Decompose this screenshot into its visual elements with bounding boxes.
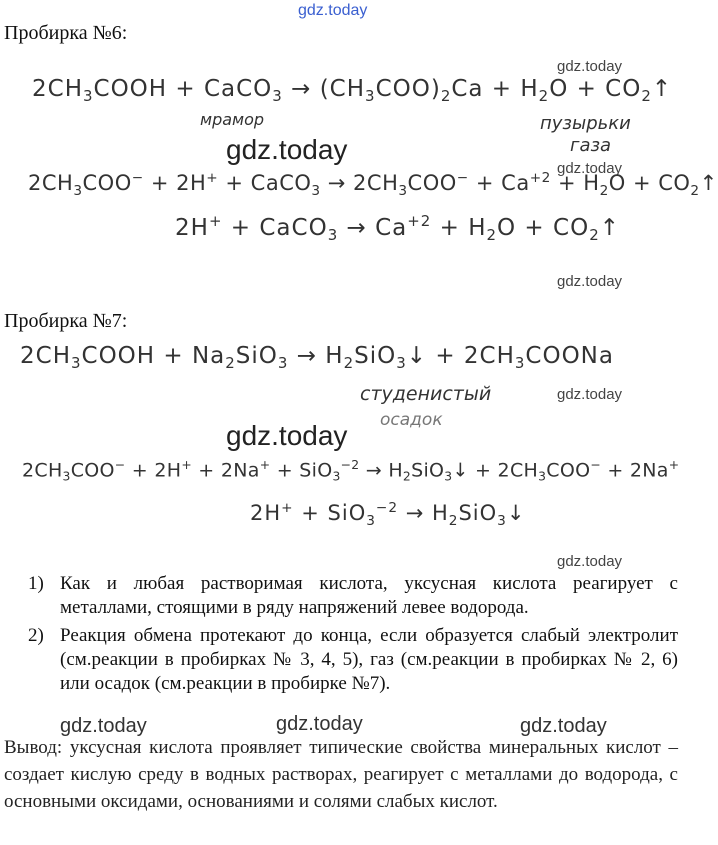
watermark-large: gdz.today xyxy=(226,134,348,165)
note-gel-precipitate: студенистый xyxy=(360,383,492,405)
watermark-top: gdz.today xyxy=(298,2,368,19)
tube6-equation-short-ionic: 2H+ + CaCO$_3$ → $Ca^{+2} + H_2O$ + $CO_2↑$ xyxy=(175,212,620,245)
conclusion-paragraph: Вывод: уксусная кислота проявляет типические свойства минеральных кислот – создает кислую среду в водных растворах, реагирует с металлами до водорода, с основными оксидами, основаниями и солями слабых кислот. xyxy=(4,737,678,812)
watermark: gdz.today xyxy=(557,386,623,403)
tube7-equation-short-ionic: $2H^+ + SiO_3^{-2} \to H_2SiO_3↓$ xyxy=(250,500,526,529)
observations-list xyxy=(28,572,678,700)
tube7-equation-molecular: $2CH_3COOH + Na_2SiO_3$ → $H_2SiO_3↓$ + $2CH_3COONa$ xyxy=(20,343,614,373)
watermark: gdz.today xyxy=(557,553,623,570)
tube7-equation-full-ionic: $2CH_3COO^- + 2H^+ + 2Na^+ + SiO_3^{-2}$ → $H_2SiO_3↓ + 2CH_3COO^- + 2Na^+$ xyxy=(22,458,680,484)
watermark: gdz.today xyxy=(557,58,623,75)
watermark: gdz.today xyxy=(276,713,363,735)
list-item: 2) Реакция обмена протекают до конца, если образуется слабый электролит (см.реакции в пробирках № 3, 4, 5), газ (см.реакции в пробирках № 2, 6) или осадок (см.реакции в пробирке №7). xyxy=(28,625,678,694)
list-item: 1) Как и любая растворимая кислота, уксусная кислота реагирует с металлами, стоящими в ряду напряжений левее водорода. xyxy=(28,573,678,618)
note-gas-bubbles: пузырьки xyxy=(540,113,631,134)
tube6-heading: Пробирка №6: xyxy=(4,22,128,44)
watermark: gdz.today xyxy=(60,715,147,737)
note-marble: мрамор xyxy=(200,110,265,129)
tube6-equation-molecular: $2CH_3COOH$ + CaCO$_3$ → $(CH_3COO)_2Ca + H_2O$ + $CO_2↑$ xyxy=(32,76,673,106)
watermark: gdz.today xyxy=(557,160,623,177)
watermark: gdz.today xyxy=(520,715,607,737)
note-precipitate: осадок xyxy=(380,410,443,430)
tube7-heading: Пробирка №7: xyxy=(4,310,128,332)
note-gas: газа xyxy=(570,135,612,156)
watermark: gdz.today xyxy=(557,273,623,290)
watermark-large: gdz.today xyxy=(226,420,348,451)
tube6-equation-full-ionic: $2CH_3COO^- + 2H^+$ + CaCO$_3$ → $2CH_3COO^- + Ca^{+2} + H_2O$ + $CO_2↑$ xyxy=(28,170,718,199)
